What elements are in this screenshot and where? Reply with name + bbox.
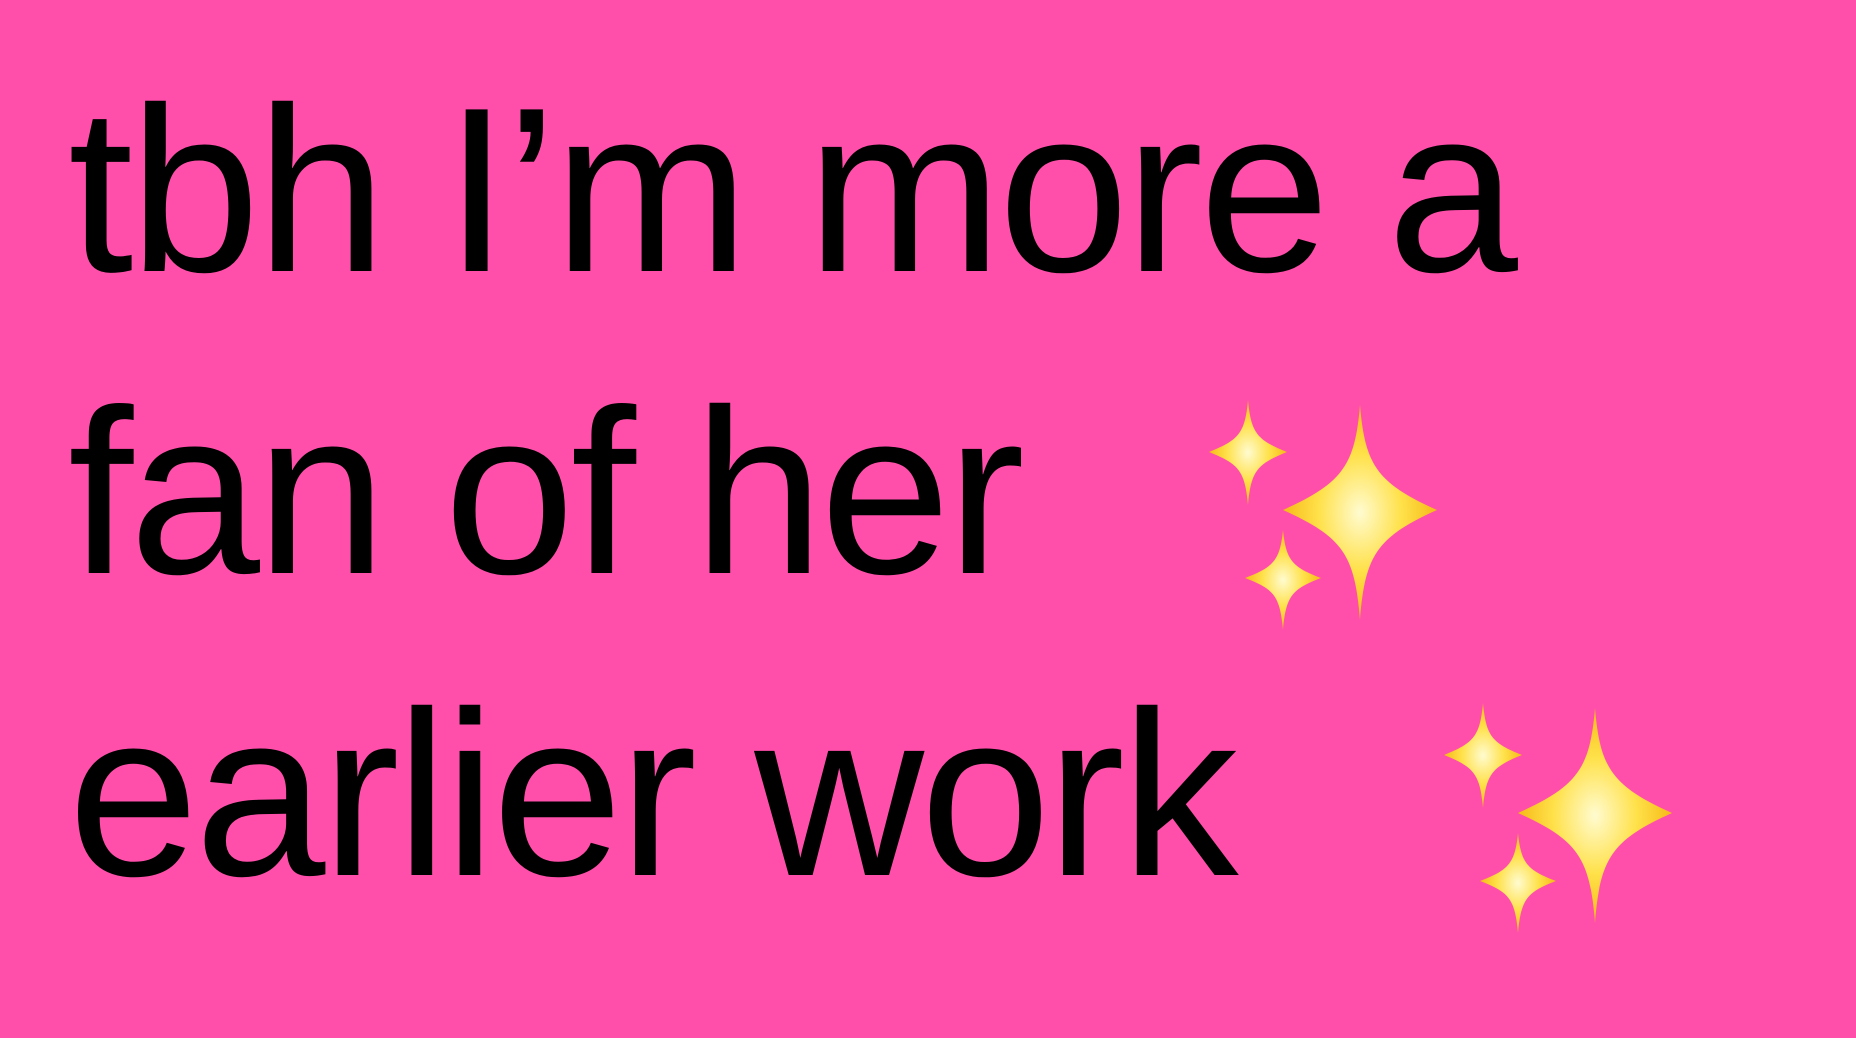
sparkles-icon xyxy=(1440,698,1680,938)
text-line-1: tbh I’m more a xyxy=(68,58,1514,321)
sparkles-icon xyxy=(1205,395,1445,635)
text-line-3: earlier work xyxy=(68,662,1235,925)
text-line-2: fan of her xyxy=(68,360,1021,623)
